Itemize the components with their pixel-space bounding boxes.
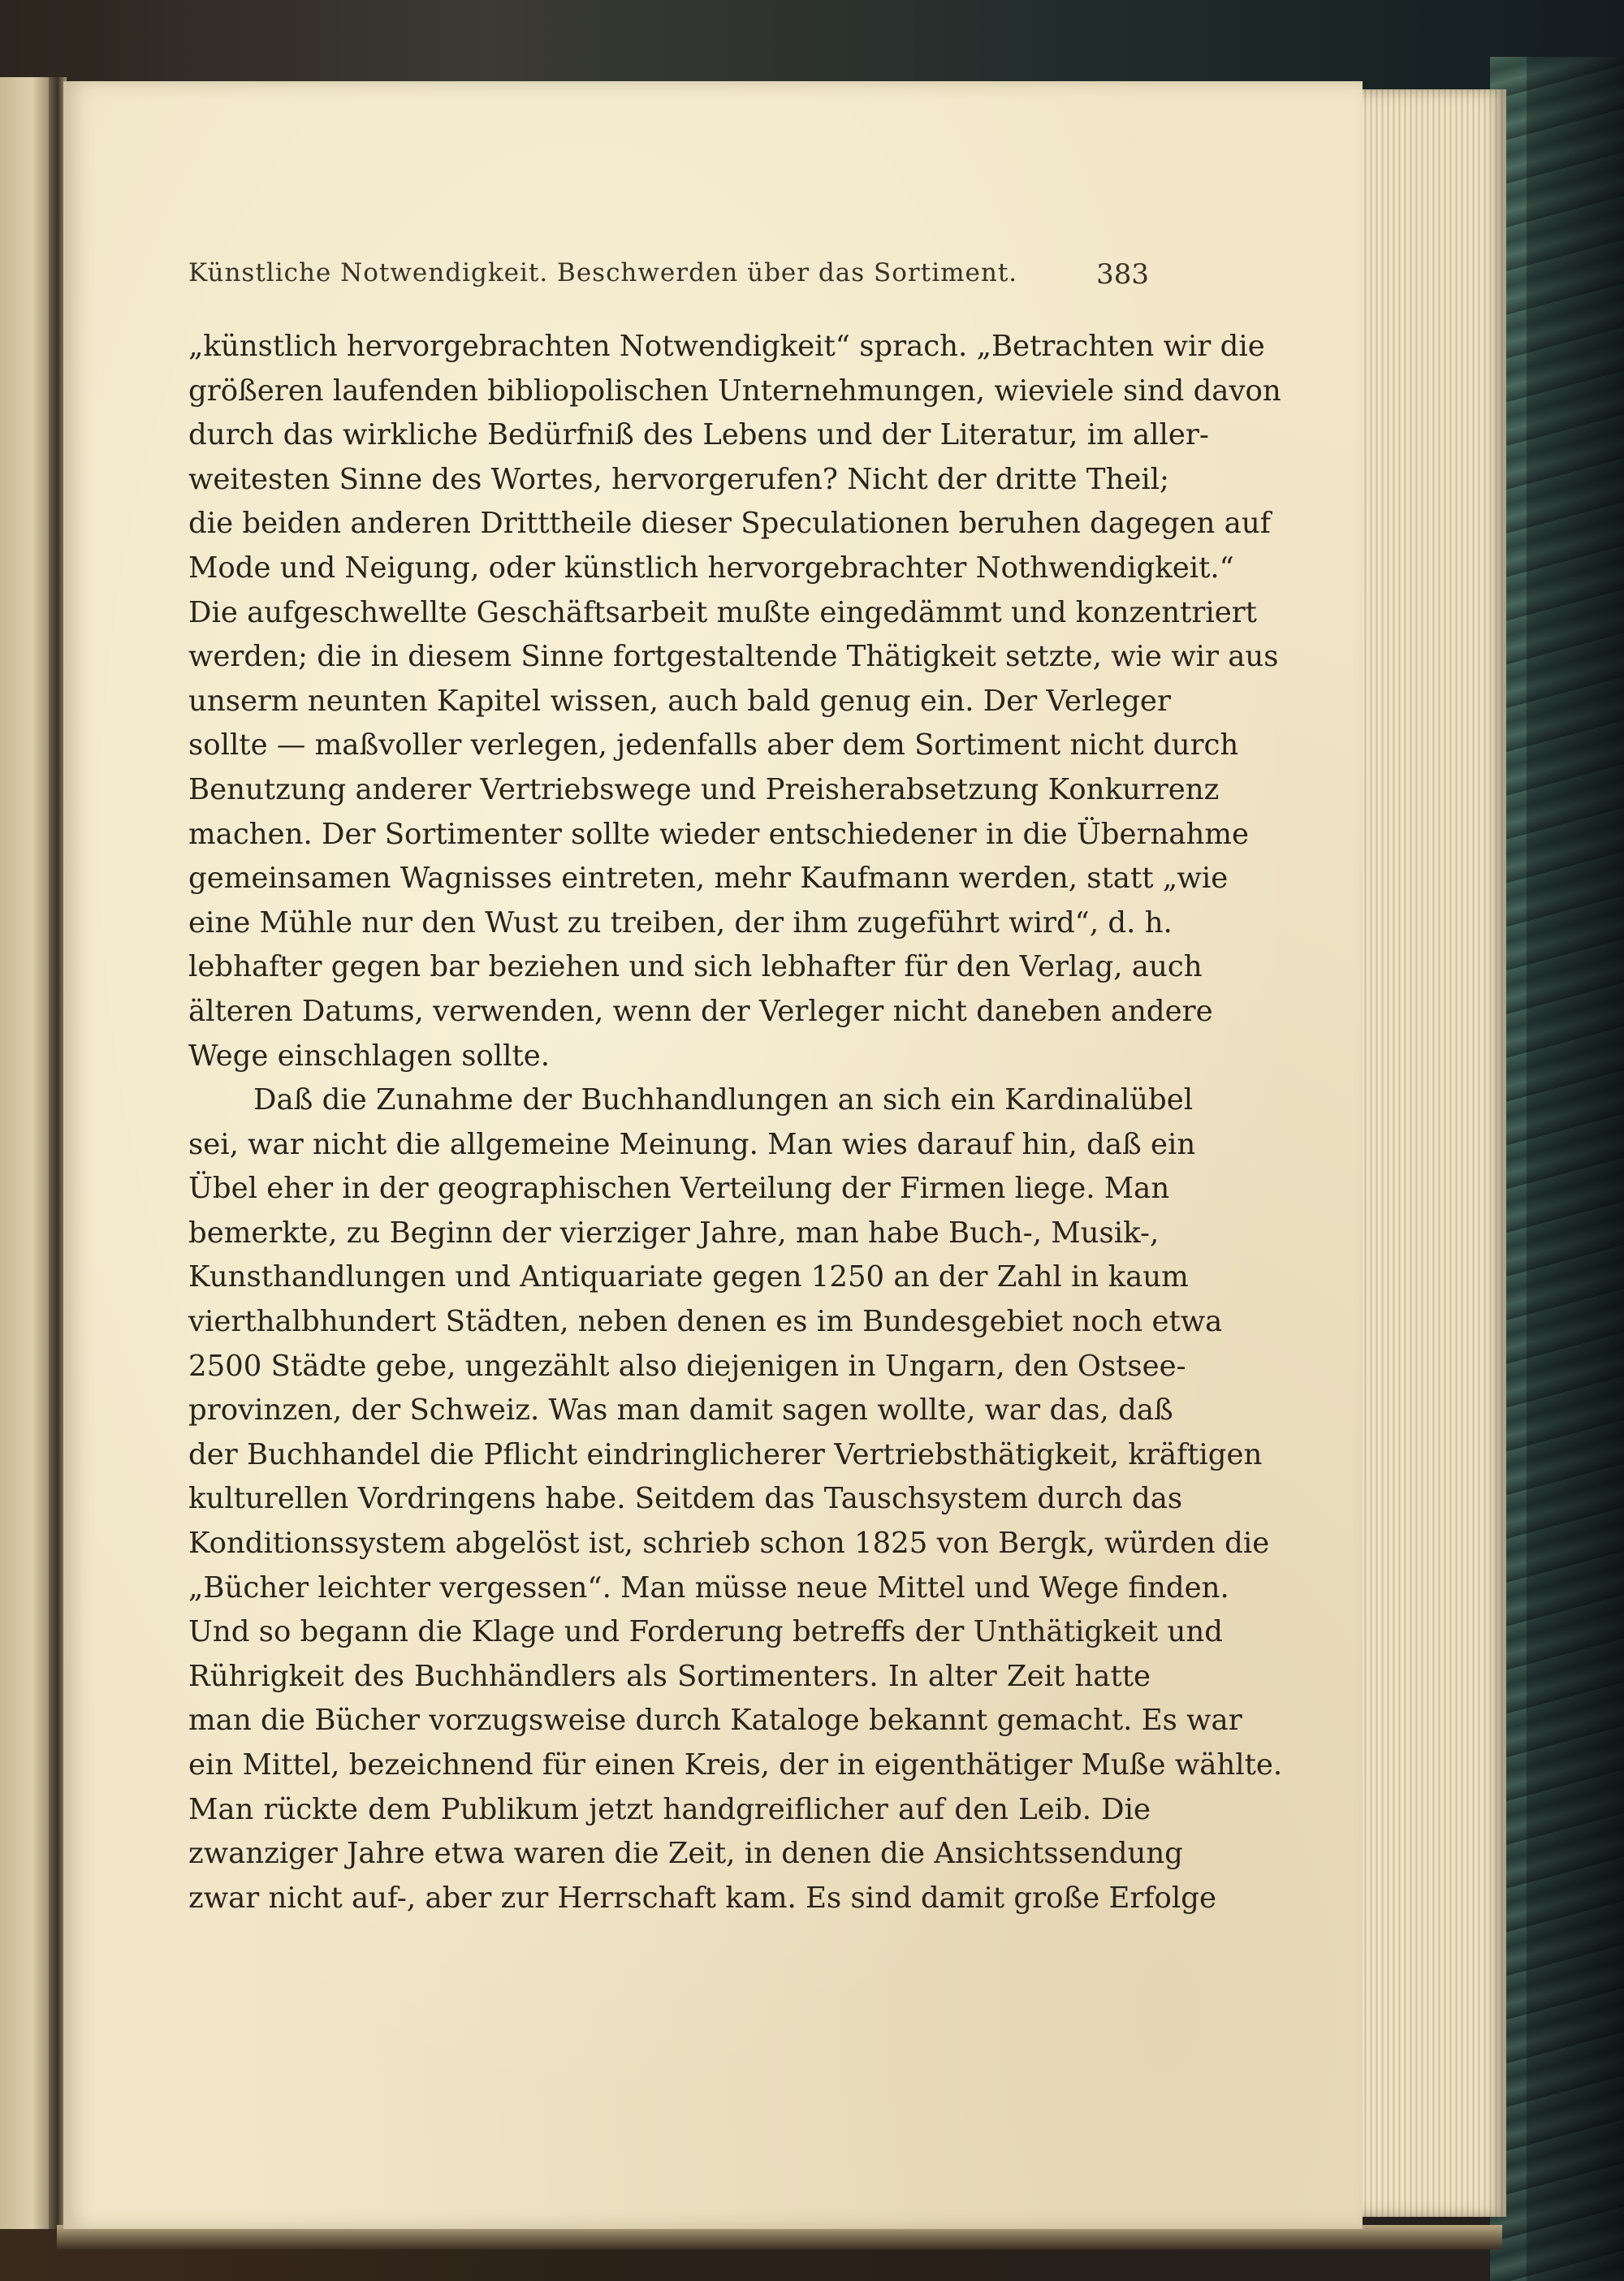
book-spine-shadow <box>1527 57 1624 2281</box>
text-line: die beiden anderen Dritttheile dieser Speculationen beruhen dagegen auf <box>188 507 1271 541</box>
text-line: Man rückte dem Publikum jetzt handgreiflicher auf den Leib. Die <box>188 1792 1151 1826</box>
text-line: „Bücher leichter vergessen“. Man müsse neue Mittel und Wege finden. <box>188 1570 1229 1605</box>
text-line: zwar nicht auf-, aber zur Herrschaft kam. Es sind damit große Erfolge <box>188 1881 1216 1915</box>
text-line: Übel eher in der geographischen Verteilung der Firmen liege. Man <box>188 1172 1170 1206</box>
text-line: sei, war nicht die allgemeine Meinung. Man wies darauf hin, daß ein <box>188 1127 1196 1161</box>
stacked-page-edges <box>1344 89 1506 2217</box>
text-line: provinzen, der Schweiz. Was man damit sagen wollte, war das, daß <box>188 1393 1173 1428</box>
text-line: Rührigkeit des Buchhändlers als Sortimenters. In alter Zeit hatte <box>188 1659 1151 1693</box>
text-line: machen. Der Sortimenter sollte wieder entschiedener in die Übernahme <box>188 817 1250 851</box>
text-line: gemeinsamen Wagnisses eintreten, mehr Kaufmann werden, statt „wie <box>188 862 1229 896</box>
text-line: zwanziger Jahre etwa waren die Zeit, in denen die Ansichtssendung <box>188 1837 1183 1871</box>
text-line: Benutzung anderer Vertriebswege und Preisherabsetzung Konkurrenz <box>188 772 1220 806</box>
text-line: Und so begann die Klage und Forderung betreffs der Unthätigkeit und <box>188 1615 1223 1649</box>
text-line: älteren Datums, verwenden, wenn der Verleger nicht daneben andere <box>188 994 1213 1028</box>
text-line: Die aufgeschwellte Geschäftsarbeit mußte eingedämmt und konzentriert <box>188 595 1257 629</box>
text-line: man die Bücher vorzugsweise durch Kataloge bekannt gemacht. Es war <box>188 1704 1242 1738</box>
text-line: eine Mühle nur den Wust zu treiben, der ihm zugeführt wird“, d. h. <box>188 905 1173 940</box>
text-line: der Buchhandel die Pflicht eindringlicherer Vertriebsthätigkeit, kräftigen <box>188 1437 1263 1471</box>
text-line: sollte — maßvoller verlegen, jedenfalls aber dem Sortiment nicht durch <box>188 728 1239 762</box>
book-cover-top <box>0 0 1624 89</box>
text-line: 2500 Städte gebe, ungezählt also diejenigen in Ungarn, den Ostsee- <box>188 1349 1186 1383</box>
text-line: lebhafter gegen bar beziehen und sich lebhafter für den Verlag, auch <box>188 950 1203 984</box>
facing-page-edge <box>0 77 54 2229</box>
text-line: Mode und Neigung, oder künstlich hervorgebrachter Nothwendigkeit.“ <box>188 551 1234 585</box>
text-line: weitesten Sinne des Wortes, hervorgerufen? Nicht der dritte Theil; <box>188 462 1170 496</box>
text-line: durch das wirkliche Bedürfniß des Lebens und der Literatur, im aller- <box>188 418 1209 452</box>
text-line: bemerkte, zu Beginn der vierziger Jahre, man habe Buch-, Musik-, <box>188 1216 1160 1250</box>
text-line: Daß die Zunahme der Buchhandlungen an sich ein Kardinalübel <box>253 1083 1194 1117</box>
text-line: Wege einschlagen sollte. <box>188 1039 551 1073</box>
text-line: größeren laufenden bibliopolischen Unternehmungen, wieviele sind davon <box>188 374 1281 408</box>
text-line: Kunsthandlungen und Antiquariate gegen 1250 an der Zahl in kaum <box>188 1260 1189 1294</box>
page-number: 383 <box>1096 258 1149 291</box>
text-line: Konditionssystem abgelöst ist, schrieb schon 1825 von Bergk, würden die <box>188 1527 1270 1561</box>
body-text <box>188 325 1283 1920</box>
text-line: kulturellen Vordringens habe. Seitdem das Tauschsystem durch das <box>188 1482 1183 1516</box>
text-line: „künstlich hervorgebrachten Notwendigkeit“ sprach. „Betrachten wir die <box>188 330 1265 363</box>
running-header: Künstliche Notwendigkeit. Beschwerden über das Sortiment. <box>188 258 1018 287</box>
text-line: werden; die in diesem Sinne fortgestaltende Thätigkeit setzte, wie wir aus <box>188 640 1279 674</box>
text-line: unserm neunten Kapitel wissen, auch bald genug ein. Der Verleger <box>188 684 1171 718</box>
text-line: vierthalbhundert Städten, neben denen es im Bundesgebiet noch etwa <box>188 1305 1223 1339</box>
text-line: ein Mittel, bezeichnend für einen Kreis, der in eigenthätiger Muße wählte. <box>188 1748 1283 1782</box>
